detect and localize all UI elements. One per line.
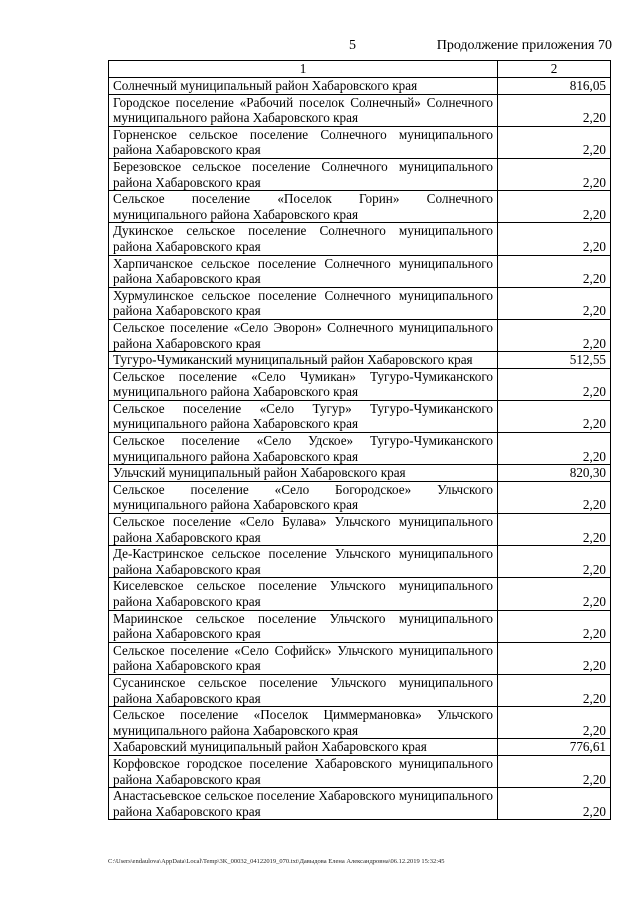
table-row <box>109 94 611 126</box>
row-name-cell: Сельское поселение «Село Удское» Тугуро-Чумиканского муниципального района Хабаровского края <box>109 433 498 465</box>
table-row <box>109 546 611 578</box>
row-value-cell: 816,05 <box>498 78 611 95</box>
row-value-cell: 2,20 <box>498 158 611 190</box>
table-row <box>109 514 611 546</box>
table-body <box>109 78 611 820</box>
row-value-cell: 2,20 <box>498 481 611 513</box>
row-name-cell: Городское поселение «Рабочий поселок Солнечный» Солнечного муниципального района Хабаровского края <box>109 94 498 126</box>
row-value-cell: 2,20 <box>498 578 611 610</box>
row-value-cell: 2,20 <box>498 368 611 400</box>
row-value-cell: 2,20 <box>498 642 611 674</box>
file-path-footer: C:\Users\endaulova\AppData\Local\Temp\3K_00032_04122019_070.txt\Давыдова Елена Александровна\06.12.2019 15:32:45 <box>108 858 445 865</box>
table-row <box>109 674 611 706</box>
row-value-cell: 776,61 <box>498 739 611 756</box>
table-row <box>109 465 611 482</box>
row-value-cell: 2,20 <box>498 191 611 223</box>
table-row <box>109 78 611 95</box>
row-name-cell: Хурмулинское сельское поселение Солнечного муниципального района Хабаровского края <box>109 287 498 319</box>
row-value-cell: 2,20 <box>498 319 611 351</box>
row-name-cell: Сельское поселение «Поселок Циммермановка» Ульчского муниципального района Хабаровского края <box>109 707 498 739</box>
column-header-2: 2 <box>498 61 611 78</box>
table-row <box>109 223 611 255</box>
row-value-cell: 2,20 <box>498 94 611 126</box>
table-row <box>109 578 611 610</box>
table-row <box>109 255 611 287</box>
row-value-cell: 2,20 <box>498 223 611 255</box>
row-name-cell: Горненское сельское поселение Солнечного муниципального района Хабаровского края <box>109 126 498 158</box>
table-row <box>109 739 611 756</box>
row-value-cell: 2,20 <box>498 126 611 158</box>
row-value-cell: 2,20 <box>498 287 611 319</box>
table-row <box>109 126 611 158</box>
row-name-cell: Дукинское сельское поселение Солнечного муниципального района Хабаровского края <box>109 223 498 255</box>
data-table <box>108 60 611 820</box>
column-header-1: 1 <box>109 61 498 78</box>
table-row <box>109 352 611 369</box>
table-row <box>109 788 611 820</box>
row-name-cell: Сельское поселение «Поселок Горин» Солнечного муниципального района Хабаровского края <box>109 191 498 223</box>
table-row <box>109 400 611 432</box>
row-value-cell: 2,20 <box>498 433 611 465</box>
row-name-cell: Сусанинское сельское поселение Ульчского муниципального района Хабаровского края <box>109 674 498 706</box>
row-name-cell: Хабаровский муниципальный район Хабаровского края <box>109 739 498 756</box>
row-name-cell: Березовское сельское поселение Солнечного муниципального района Хабаровского края <box>109 158 498 190</box>
table-row <box>109 158 611 190</box>
row-name-cell: Сельское поселение «Село Тугур» Тугуро-Чумиканского муниципального района Хабаровского края <box>109 400 498 432</box>
row-name-cell: Ульчский муниципальный район Хабаровского края <box>109 465 498 482</box>
table-row <box>109 481 611 513</box>
row-name-cell: Сельское поселение «Село Софийск» Ульчского муниципального района Хабаровского края <box>109 642 498 674</box>
table-row <box>109 642 611 674</box>
row-name-cell: Корфовское городское поселение Хабаровского муниципального района Хабаровского края <box>109 755 498 787</box>
row-value-cell: 2,20 <box>498 546 611 578</box>
row-name-cell: Сельское поселение «Село Чумикан» Тугуро-Чумиканского муниципального района Хабаровского края <box>109 368 498 400</box>
row-name-cell: Харпичанское сельское поселение Солнечного муниципального района Хабаровского края <box>109 255 498 287</box>
row-name-cell: Сельское поселение «Село Эворон» Солнечного муниципального района Хабаровского края <box>109 319 498 351</box>
row-name-cell: Сельское поселение «Село Богородское» Ульчского муниципального района Хабаровского края <box>109 481 498 513</box>
table-row <box>109 433 611 465</box>
row-name-cell: Де-Кастринское сельское поселение Ульчского муниципального района Хабаровского края <box>109 546 498 578</box>
row-value-cell: 2,20 <box>498 707 611 739</box>
row-value-cell: 820,30 <box>498 465 611 482</box>
row-name-cell: Сельское поселение «Село Булава» Ульчского муниципального района Хабаровского края <box>109 514 498 546</box>
row-name-cell: Киселевское сельское поселение Ульчского муниципального района Хабаровского края <box>109 578 498 610</box>
row-value-cell: 2,20 <box>498 514 611 546</box>
continuation-title: Продолжение приложения 70 <box>436 38 612 53</box>
table-row <box>109 610 611 642</box>
row-name-cell: Тугуро-Чумиканский муниципальный район Хабаровского края <box>109 352 498 369</box>
table-row <box>109 707 611 739</box>
row-name-cell: Анастасьевское сельское поселение Хабаровского муниципального района Хабаровского края <box>109 788 498 820</box>
table-row <box>109 191 611 223</box>
table-row <box>109 755 611 787</box>
table-row <box>109 368 611 400</box>
table-row <box>109 287 611 319</box>
row-value-cell: 512,55 <box>498 352 611 369</box>
row-value-cell: 2,20 <box>498 255 611 287</box>
row-value-cell: 2,20 <box>498 610 611 642</box>
row-name-cell: Мариинское сельское поселение Ульчского муниципального района Хабаровского края <box>109 610 498 642</box>
row-value-cell: 2,20 <box>498 788 611 820</box>
row-value-cell: 2,20 <box>498 400 611 432</box>
row-value-cell: 2,20 <box>498 755 611 787</box>
row-value-cell: 2,20 <box>498 674 611 706</box>
row-name-cell: Солнечный муниципальный район Хабаровского края <box>109 78 498 95</box>
page-number: 5 <box>349 38 356 53</box>
table-row <box>109 319 611 351</box>
table-header-row <box>109 61 611 78</box>
